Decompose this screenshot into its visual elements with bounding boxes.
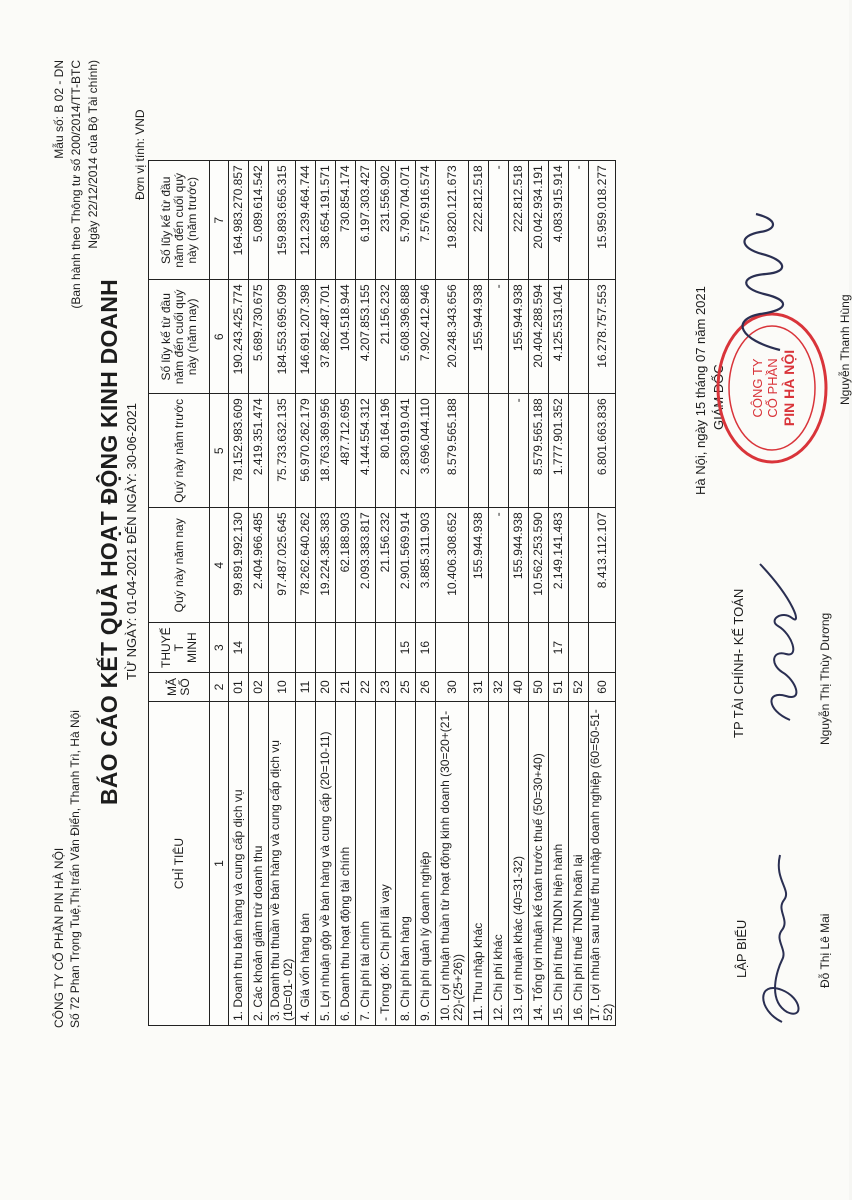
row-code: 40 — [509, 673, 529, 702]
ytd-current-value: - — [489, 280, 509, 394]
row-code: 02 — [249, 673, 269, 702]
column-index: 7 — [210, 161, 229, 280]
column-index: 6 — [210, 280, 229, 394]
current-quarter-value — [569, 508, 589, 623]
prior-year-quarter-value: 56.970.262.179 — [296, 394, 316, 508]
current-quarter-value: 78.262.640.262 — [296, 508, 316, 623]
row-note — [469, 623, 489, 673]
current-quarter-value: 21.156.232 — [376, 508, 396, 623]
svg-text:CỔ PHẦN: CỔ PHẦN — [765, 358, 780, 418]
row-code: 25 — [396, 673, 416, 702]
preparer-name: Đỗ Thị Lê Mai — [818, 913, 832, 988]
row-label: 9. Chi phí quản lý doanh nghiệp — [416, 702, 436, 1026]
income-statement-table — [148, 160, 616, 1026]
report-title: BÁO CÁO KẾT QUẢ HOẠT ĐỘNG KINH DOANH — [96, 279, 122, 805]
prior-year-quarter-value: 3.696.044.110 — [416, 394, 436, 508]
table-row — [296, 161, 316, 1026]
row-label: 14. Tổng lợi nhuận kế toán trước thuế (50=30+40) — [529, 702, 549, 1026]
ytd-current-value: 16.278.757.553 — [589, 280, 616, 394]
ytd-current-value: 20.404.288.594 — [529, 280, 549, 394]
column-header: THUYẾ T MINH — [149, 623, 210, 673]
column-header: Số lũy kế từ đầu năm đến cuối quý này (năm trước) — [149, 161, 210, 280]
ytd-prior-value: 15.959.018.277 — [589, 161, 616, 280]
row-code: 10 — [269, 673, 296, 702]
row-code: 50 — [529, 673, 549, 702]
current-quarter-value: 19.224.385.383 — [316, 508, 336, 623]
table-row — [416, 161, 436, 1026]
row-code: 23 — [376, 673, 396, 702]
column-index: 2 — [210, 673, 229, 702]
ytd-current-value: 190.243.425.774 — [229, 280, 249, 394]
prior-year-quarter-value: 2.830.919.041 — [396, 394, 416, 508]
column-index: 5 — [210, 394, 229, 508]
row-code: 01 — [229, 673, 249, 702]
row-note — [316, 623, 336, 673]
ytd-prior-value: 5.790.704.071 — [396, 161, 416, 280]
director-name: Nguyễn Thanh Hùng — [838, 294, 852, 405]
accountant-title: TP TÀI CHÍNH- KẾ TOÁN — [731, 588, 746, 738]
current-quarter-value: 97.487.025.645 — [269, 508, 296, 623]
ytd-current-value: 146.691.207.398 — [296, 280, 316, 394]
table-row — [229, 161, 249, 1026]
ytd-prior-value: 222.812.518 — [509, 161, 529, 280]
current-quarter-value: 10.406.308.652 — [436, 508, 469, 623]
prior-year-quarter-value: 2.419.351.474 — [249, 394, 269, 508]
ytd-current-value: 37.862.487.701 — [316, 280, 336, 394]
table-row — [469, 161, 489, 1026]
table-row — [529, 161, 549, 1026]
preparer-title: LẬP BIỂU — [734, 919, 749, 978]
svg-text:PIN HÀ NỘI: PIN HÀ NỘI — [781, 349, 797, 427]
row-label: 16. Chi phí thuế TNDN hoãn lại — [569, 702, 589, 1026]
row-note — [336, 623, 356, 673]
row-note — [376, 623, 396, 673]
column-header: Quý này năm trước — [149, 394, 210, 508]
form-code: Mẫu số: B 02 - DN — [52, 60, 66, 159]
row-note — [269, 623, 296, 673]
svg-text:CÔNG TY: CÔNG TY — [750, 358, 765, 418]
currency-unit: Đơn vị tính: VND — [133, 109, 147, 200]
accountant-name: Nguyễn Thị Thùy Dương — [818, 612, 832, 745]
column-header: Quý này năm nay — [149, 508, 210, 623]
row-label: - Trong đó: Chi phí lãi vay — [376, 702, 396, 1026]
prior-year-quarter-value: 8.579.565.188 — [529, 394, 549, 508]
row-label: 3. Doanh thu thuần về bán hàng và cung cấp dịch vụ (10=01- 02) — [269, 702, 296, 1026]
table-row — [376, 161, 396, 1026]
accountant-signature — [752, 560, 812, 730]
row-code: 21 — [336, 673, 356, 702]
row-code: 52 — [569, 673, 589, 702]
ytd-current-value: 21.156.232 — [376, 280, 396, 394]
current-quarter-value: - — [489, 508, 509, 623]
table-row — [249, 161, 269, 1026]
current-quarter-value: 99.891.992.130 — [229, 508, 249, 623]
row-label: 10. Lợi nhuận thuần từ hoạt động kinh doanh (30=20+(21-22)-(25+26)) — [436, 702, 469, 1026]
ytd-prior-value: 38.654.191.571 — [316, 161, 336, 280]
row-note — [356, 623, 376, 673]
current-quarter-value: 62.188.903 — [336, 508, 356, 623]
ytd-current-value: 7.902.412.946 — [416, 280, 436, 394]
director-title: GIÁM ĐỐC — [711, 364, 726, 430]
row-code: 20 — [316, 673, 336, 702]
row-note — [296, 623, 316, 673]
ytd-current-value: 20.248.343.656 — [436, 280, 469, 394]
row-label: 8. Chi phí bán hàng — [396, 702, 416, 1026]
row-code: 26 — [416, 673, 436, 702]
ytd-current-value: 184.553.695.099 — [269, 280, 296, 394]
prior-year-quarter-value: 75.733.632.135 — [269, 394, 296, 508]
row-label: 7. Chi phí tài chính — [356, 702, 376, 1026]
row-label: 11. Thu nhập khác — [469, 702, 489, 1026]
ytd-prior-value: 730.854.174 — [336, 161, 356, 280]
ytd-current-value — [569, 280, 589, 394]
row-label: 12. Chi phí khác — [489, 702, 509, 1026]
current-quarter-value: 3.885.311.903 — [416, 508, 436, 623]
table-header-row — [149, 161, 210, 1026]
ytd-current-value: 4.125.531.041 — [549, 280, 569, 394]
prior-year-quarter-value: 8.579.565.188 — [436, 394, 469, 508]
row-note — [589, 623, 616, 673]
current-quarter-value: 155.944.938 — [469, 508, 489, 623]
ytd-current-value: 104.518.944 — [336, 280, 356, 394]
row-label: 15. Chi phí thuế TNDN hiện hành — [549, 702, 569, 1026]
company-address: Số 72 Phan Trọng Tuệ,Thị trấn Văn Điển, Thanh Trì, Hà Nội — [68, 710, 82, 1028]
current-quarter-value: 2.093.383.817 — [356, 508, 376, 623]
row-label: 5. Lợi nhuận gộp về bán hàng và cung cấp (20=10-11) — [316, 702, 336, 1026]
row-code: 22 — [356, 673, 376, 702]
row-note — [529, 623, 549, 673]
table-row — [549, 161, 569, 1026]
column-header: MÃ SỐ — [149, 673, 210, 702]
column-header: CHỈ TIÊU — [149, 702, 210, 1026]
report-period: TỪ NGÀY: 01-04-2021 ĐẾN NGÀY: 30-06-2021 — [124, 402, 139, 680]
ytd-prior-value: 4.083.915.914 — [549, 161, 569, 280]
table-row — [589, 161, 616, 1026]
ytd-current-value: 155.944.938 — [509, 280, 529, 394]
row-label: 2. Các khoản giảm trừ doanh thu — [249, 702, 269, 1026]
current-quarter-value: 10.562.253.590 — [529, 508, 549, 623]
prior-year-quarter-value: 78.152.983.609 — [229, 394, 249, 508]
row-note — [249, 623, 269, 673]
ytd-current-value: 155.944.938 — [469, 280, 489, 394]
form-basis: (Ban hành theo Thông tư số 200/2014/TT-BTC — [69, 60, 83, 309]
row-code: 30 — [436, 673, 469, 702]
ytd-prior-value: 20.042.934.191 — [529, 161, 549, 280]
row-note: 15 — [396, 623, 416, 673]
table-row — [436, 161, 469, 1026]
ytd-prior-value: 164.983.270.857 — [229, 161, 249, 280]
table-row — [316, 161, 336, 1026]
ytd-prior-value: 222.812.518 — [469, 161, 489, 280]
ytd-prior-value: 6.197.303.427 — [356, 161, 376, 280]
ytd-prior-value: 121.239.464.744 — [296, 161, 316, 280]
table-row — [396, 161, 416, 1026]
current-quarter-value: 155.944.938 — [509, 508, 529, 623]
ytd-prior-value: - — [489, 161, 509, 280]
ytd-prior-value: 231.556.902 — [376, 161, 396, 280]
row-code: 31 — [469, 673, 489, 702]
prior-year-quarter-value: 1.777.901.352 — [549, 394, 569, 508]
row-code: 60 — [589, 673, 616, 702]
column-header: Số lũy kế từ đầu năm đến cuối quý này (năm nay) — [149, 280, 210, 394]
row-note: 17 — [549, 623, 569, 673]
table-row — [336, 161, 356, 1026]
row-label: 13. Lợi nhuận khác (40=31-32) — [509, 702, 529, 1026]
preparer-signature — [752, 850, 812, 1030]
prior-year-quarter-value — [569, 394, 589, 508]
table-row — [569, 161, 589, 1026]
row-code: 32 — [489, 673, 509, 702]
director-signature — [720, 210, 810, 360]
row-label: 6. Doanh thu hoạt động tài chính — [336, 702, 356, 1026]
row-note: 16 — [416, 623, 436, 673]
prior-year-quarter-value: 18.763.369.956 — [316, 394, 336, 508]
ytd-prior-value: 19.820.121.673 — [436, 161, 469, 280]
prior-year-quarter-value: 80.164.196 — [376, 394, 396, 508]
current-quarter-value: 8.413.112.107 — [589, 508, 616, 623]
ytd-current-value: 4.207.853.155 — [356, 280, 376, 394]
table-row — [509, 161, 529, 1026]
row-note — [569, 623, 589, 673]
column-index: 1 — [210, 702, 229, 1026]
row-code: 51 — [549, 673, 569, 702]
ytd-prior-value: 5.089.614.542 — [249, 161, 269, 280]
current-quarter-value: 2.901.569.914 — [396, 508, 416, 623]
row-code: 11 — [296, 673, 316, 702]
prior-year-quarter-value: - — [509, 394, 529, 508]
row-note — [436, 623, 469, 673]
table-row — [269, 161, 296, 1026]
prior-year-quarter-value: 6.801.663.836 — [589, 394, 616, 508]
form-issue-date: Ngày 22/12/2014 của Bộ Tài chính) — [86, 60, 100, 249]
current-quarter-value: 2.149.141.483 — [549, 508, 569, 623]
ytd-prior-value: - — [569, 161, 589, 280]
ytd-prior-value: 159.893.656.315 — [269, 161, 296, 280]
column-index-row — [210, 161, 229, 1026]
column-index: 4 — [210, 508, 229, 623]
row-label: 4. Giá vốn hàng bán — [296, 702, 316, 1026]
place-and-date: Hà Nội, ngày 15 tháng 07 năm 2021 — [693, 286, 708, 495]
ytd-current-value: 5.689.730.675 — [249, 280, 269, 394]
prior-year-quarter-value: 487.712.695 — [336, 394, 356, 508]
prior-year-quarter-value — [469, 394, 489, 508]
row-label: 1. Doanh thu bán hàng và cung cấp dịch vụ — [229, 702, 249, 1026]
ytd-prior-value: 7.576.916.574 — [416, 161, 436, 280]
table-row — [489, 161, 509, 1026]
ytd-current-value: 5.608.396.888 — [396, 280, 416, 394]
current-quarter-value: 2.404.966.485 — [249, 508, 269, 623]
prior-year-quarter-value: 4.144.554.312 — [356, 394, 376, 508]
row-note — [489, 623, 509, 673]
row-label: 17. Lợi nhuận sau thuế thu nhập doanh nghiệp (60=50-51-52) — [589, 702, 616, 1026]
table-row — [356, 161, 376, 1026]
prior-year-quarter-value — [489, 394, 509, 508]
row-note — [509, 623, 529, 673]
company-name: CÔNG TY CỔ PHẦN PIN HÀ NỘI — [52, 847, 66, 1028]
column-index: 3 — [210, 623, 229, 673]
row-note: 14 — [229, 623, 249, 673]
